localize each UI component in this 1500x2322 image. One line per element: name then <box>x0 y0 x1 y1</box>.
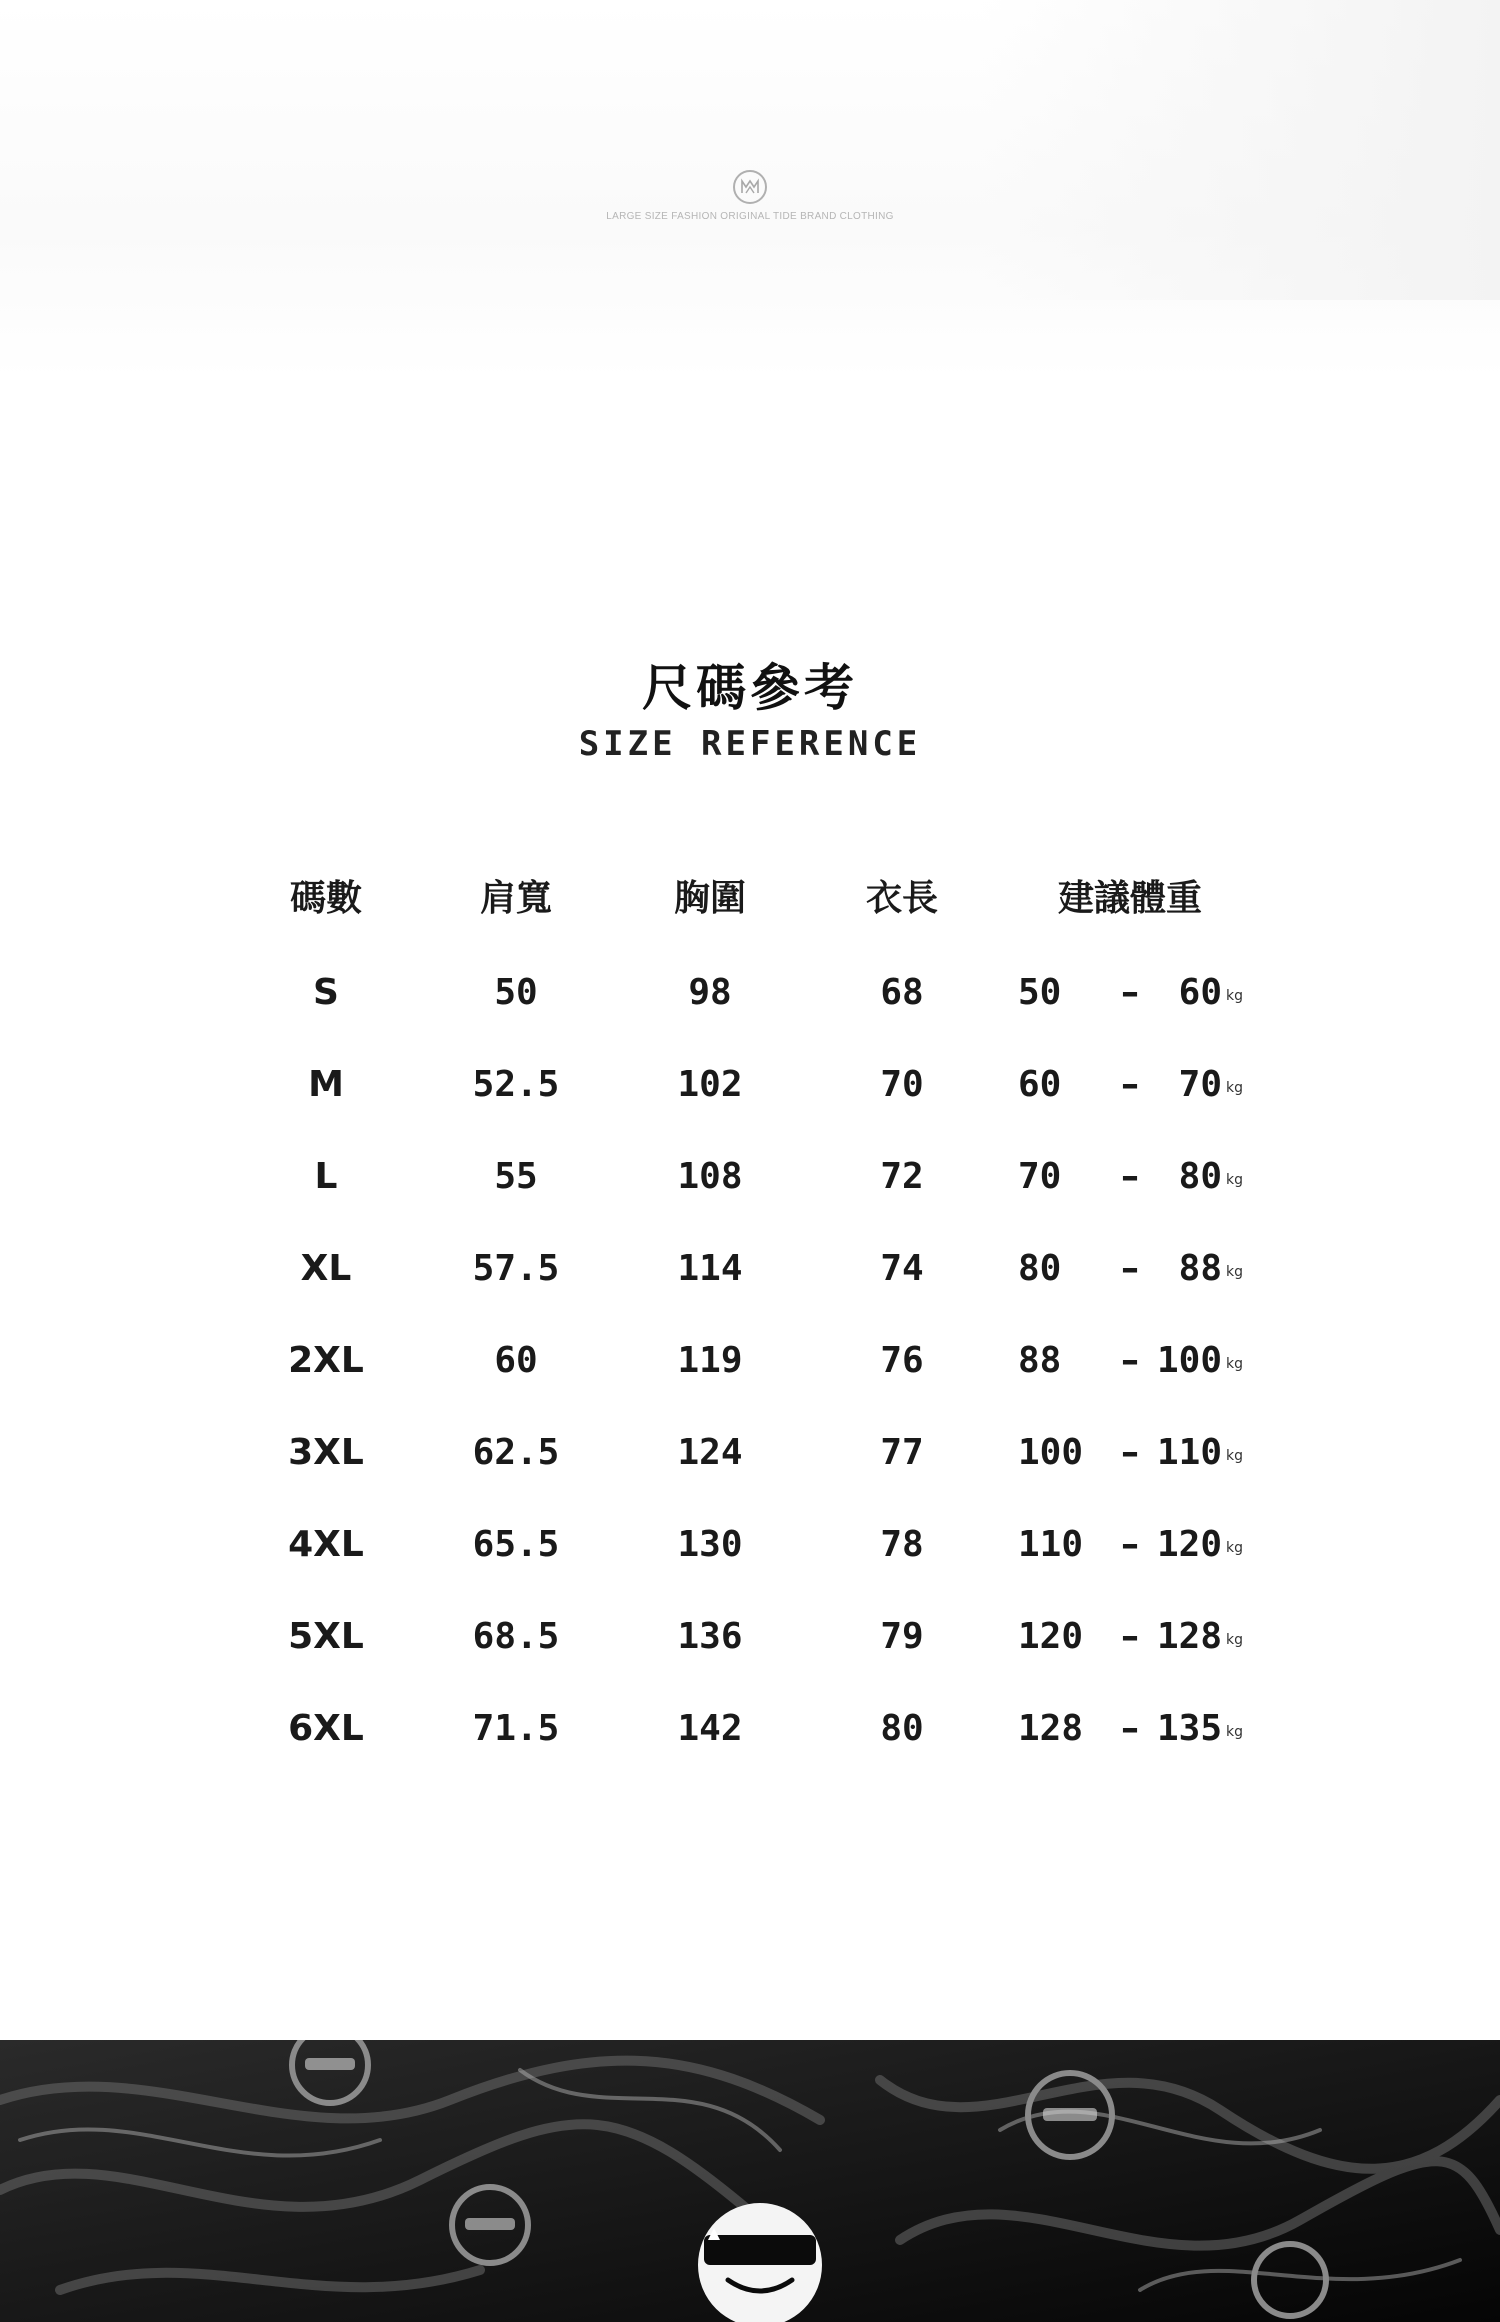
table-row <box>0 1340 1500 1432</box>
shoulder-cell: 62.5 <box>472 1432 560 1473</box>
size-cell: 2XL <box>288 1340 364 1381</box>
table-row <box>0 1156 1500 1248</box>
header-weight: 建議體重 <box>1057 878 1202 919</box>
header-shoulder: 肩寬 <box>479 878 552 919</box>
table-row <box>0 1524 1500 1616</box>
length-cell: 77 <box>880 1432 924 1473</box>
brand-tagline: LARGE SIZE FASHION ORIGINAL TIDE BRAND CLOTHING <box>606 211 894 222</box>
size-chart-table <box>0 870 1500 1800</box>
shoulder-cell: 60 <box>494 1340 538 1381</box>
table-row <box>0 1064 1500 1156</box>
weight-unit: kg <box>1226 1080 1243 1096</box>
weight-unit: kg <box>1226 1448 1243 1464</box>
size-cell: 6XL <box>288 1708 364 1749</box>
chest-cell: 130 <box>677 1524 743 1565</box>
weight-to: 70 <box>1178 1064 1222 1105</box>
weight-dash: – <box>1121 1248 1139 1289</box>
weight-unit: kg <box>1226 988 1243 1004</box>
size-cell: S <box>313 972 339 1013</box>
shoulder-cell: 55 <box>494 1156 538 1197</box>
chest-cell: 119 <box>677 1340 743 1381</box>
weight-to: 80 <box>1178 1156 1222 1197</box>
length-cell: 79 <box>880 1616 924 1657</box>
weight-from: 88 <box>1018 1340 1062 1381</box>
weight-unit: kg <box>1226 1264 1243 1280</box>
chest-cell: 136 <box>677 1616 743 1657</box>
length-cell: 78 <box>880 1524 924 1565</box>
weight-dash: – <box>1121 1524 1139 1565</box>
weight-to: 88 <box>1178 1248 1222 1289</box>
weight-dash: – <box>1121 1432 1139 1473</box>
weight-from: 70 <box>1018 1156 1062 1197</box>
size-cell: 3XL <box>288 1432 364 1473</box>
header-size: 碼數 <box>289 878 362 919</box>
weight-from: 80 <box>1018 1248 1062 1289</box>
table-row <box>0 1432 1500 1524</box>
shoulder-cell: 65.5 <box>472 1524 560 1565</box>
weight-from: 120 <box>1018 1616 1084 1657</box>
chest-cell: 142 <box>677 1708 743 1749</box>
weight-unit: kg <box>1226 1632 1243 1648</box>
weight-dash: – <box>1121 1340 1139 1381</box>
page-title: 尺碼參考 <box>642 659 858 717</box>
weight-from: 50 <box>1018 972 1062 1013</box>
shoulder-cell: 50 <box>494 972 538 1013</box>
weight-from: 110 <box>1018 1524 1084 1565</box>
swirl-painting-mascot-icon <box>0 2040 1500 2322</box>
weight-unit: kg <box>1226 1172 1243 1188</box>
length-cell: 72 <box>880 1156 924 1197</box>
weight-to: 120 <box>1156 1524 1222 1565</box>
table-row <box>0 1616 1500 1708</box>
table-row <box>0 972 1500 1064</box>
weight-dash: – <box>1121 1616 1139 1657</box>
table-row <box>0 1248 1500 1340</box>
shoulder-cell: 57.5 <box>472 1248 560 1289</box>
size-cell: L <box>314 1156 338 1197</box>
weight-to: 135 <box>1156 1708 1222 1749</box>
page-subtitle: SIZE REFERENCE <box>578 724 922 764</box>
size-cell: XL <box>300 1248 352 1289</box>
table-row <box>0 1708 1500 1800</box>
weight-to: 100 <box>1156 1340 1222 1381</box>
weight-dash: – <box>1121 972 1139 1013</box>
chest-cell: 124 <box>677 1432 743 1473</box>
length-cell: 76 <box>880 1340 924 1381</box>
size-cell: 4XL <box>288 1524 364 1565</box>
weight-dash: – <box>1121 1064 1139 1105</box>
chest-cell: 98 <box>688 972 732 1013</box>
length-cell: 68 <box>880 972 924 1013</box>
header-chest: 胸圍 <box>673 878 746 919</box>
weight-unit: kg <box>1226 1540 1243 1556</box>
weight-unit: kg <box>1226 1356 1243 1372</box>
length-cell: 74 <box>880 1248 924 1289</box>
header-length: 衣長 <box>865 878 938 919</box>
weight-from: 100 <box>1018 1432 1084 1473</box>
weight-to: 128 <box>1156 1616 1222 1657</box>
weight-from: 128 <box>1018 1708 1084 1749</box>
shoulder-cell: 52.5 <box>472 1064 560 1105</box>
size-cell: M <box>308 1064 344 1105</box>
length-cell: 70 <box>880 1064 924 1105</box>
weight-to: 60 <box>1178 972 1222 1013</box>
weight-dash: – <box>1121 1156 1139 1197</box>
chest-cell: 114 <box>677 1248 743 1289</box>
chest-cell: 108 <box>677 1156 743 1197</box>
shoulder-cell: 68.5 <box>472 1616 560 1657</box>
table-header-row <box>0 870 1500 972</box>
length-cell: 80 <box>880 1708 924 1749</box>
weight-unit: kg <box>1226 1724 1243 1740</box>
size-cell: 5XL <box>288 1616 364 1657</box>
chest-cell: 102 <box>677 1064 743 1105</box>
brand-monogram-icon <box>733 170 767 204</box>
weight-to: 110 <box>1156 1432 1222 1473</box>
weight-from: 60 <box>1018 1064 1062 1105</box>
shoulder-cell: 71.5 <box>472 1708 560 1749</box>
footer-artwork <box>0 2040 1500 2322</box>
weight-dash: – <box>1121 1708 1139 1749</box>
